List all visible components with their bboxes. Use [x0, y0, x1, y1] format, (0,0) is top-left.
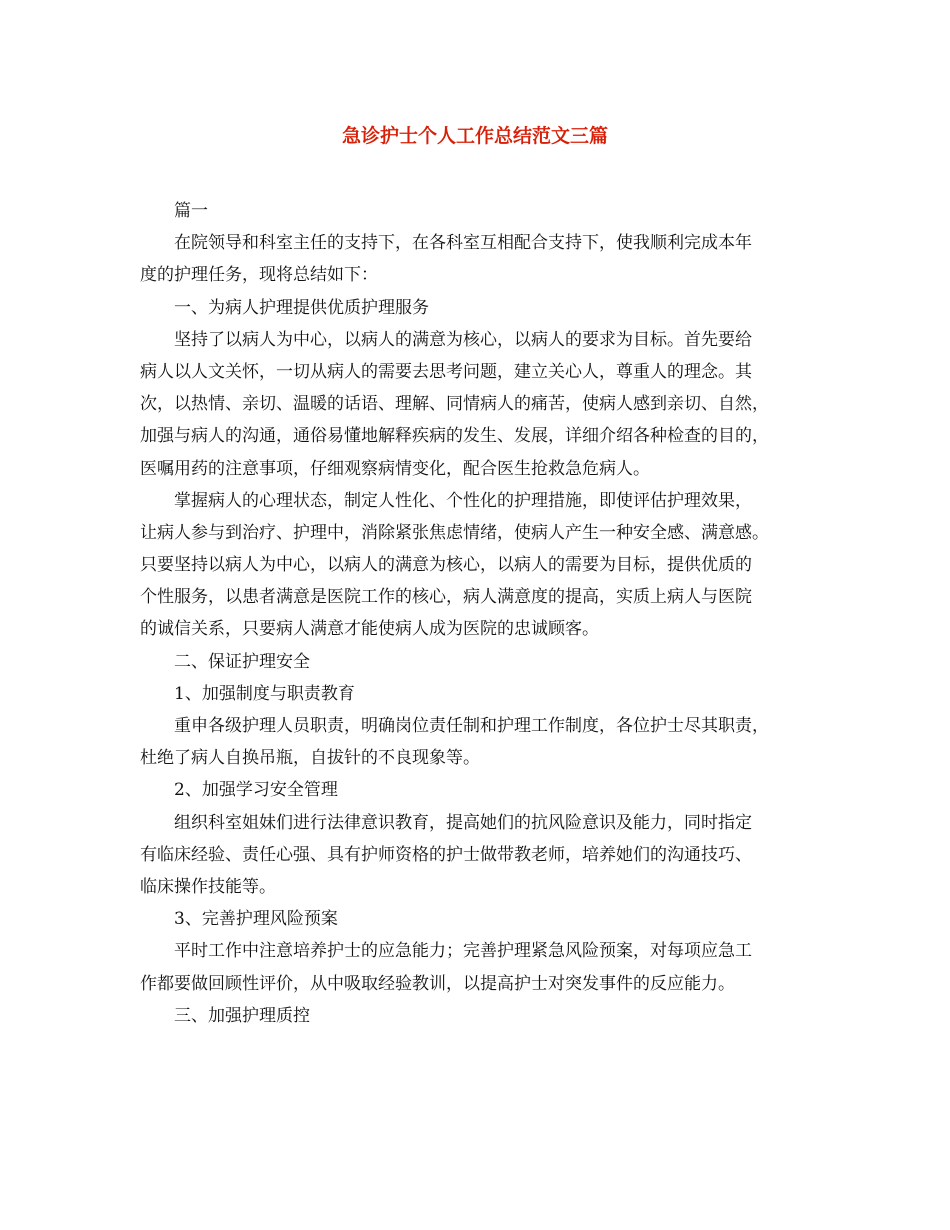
text-line: 作都要做回顾性评价，从中吸取经验教训，以提高护士对突发事件的反应能力。 [140, 973, 735, 994]
text-line: 一、为病人护理提供优质护理服务 [174, 297, 429, 318]
text-line: 医嘱用药的注意事项，仔细观察病情变化，配合医生抢救急危病人。 [140, 458, 650, 479]
text-line: 重申各级护理人员职责，明确岗位责任制和护理工作制度，各位护士尽其职责， [174, 716, 769, 736]
text-line: 的诚信关系，只要病人满意才能使病人成为医院的忠诚顾客。 [140, 619, 599, 640]
text-line: 二、保证护理安全 [174, 651, 310, 672]
text-line: 3、完善护理风险预案 [174, 909, 338, 930]
text-line: 杜绝了病人自换吊瓶，自拔针的不良现象等。 [140, 748, 480, 769]
text-line: 加强与病人的沟通，通俗易懂地解释疾病的发生、发展，详细介绍各种检查的目的， [140, 426, 769, 447]
document-body [140, 195, 830, 1032]
text-line: 有临床经验、责任心强、具有护师资格的护士做带教老师，培养她们的沟通技巧、 [140, 844, 752, 865]
text-line: 2、加强学习安全管理 [174, 780, 338, 801]
text-line: 病人以人文关怀，一切从病人的需要去思考问题，建立关心人，尊重人的理念。其 [140, 361, 752, 382]
text-line: 度的护理任务，现将总结如下： [140, 265, 378, 286]
text-line: 个性服务，以患者满意是医院工作的核心，病人满意度的提高，实质上病人与医院 [140, 587, 752, 608]
text-line: 坚持了以病人为中心，以病人的满意为核心，以病人的要求为目标。首先要给 [174, 329, 752, 350]
text-line: 平时工作中注意培养护士的应急能力；完善护理紧急风险预案，对每项应急工 [174, 941, 752, 962]
text-line: 在院领导和科室主任的支持下，在各科室互相配合支持下，使我顺利完成本年 [174, 233, 752, 254]
text-line: 让病人参与到治疗、护理中，消除紧张焦虑情绪，使病人产生一种安全感、满意感。 [140, 522, 769, 543]
text-line: 三、加强护理质控 [174, 1005, 310, 1026]
text-line: 只要坚持以病人为中心，以病人的满意为核心，以病人的需要为目标，提供优质的 [140, 555, 752, 576]
text-line: 1、加强制度与职责教育 [174, 683, 355, 704]
text-line: 掌握病人的心理状态，制定人性化、个性化的护理措施，即使评估护理效果， [174, 490, 752, 511]
text-line: 组织科室姐妹们进行法律意识教育，提高她们的抗风险意识及能力，同时指定 [174, 812, 752, 833]
text-line: 次，以热情、亲切、温暖的话语、理解、同情病人的痛苦，使病人感到亲切、自然， [140, 394, 769, 415]
text-line: 临床操作技能等。 [140, 876, 276, 897]
text-line: 篇一 [174, 201, 208, 221]
document-title: 急诊护士个人工作总结范文三篇 [341, 125, 608, 147]
